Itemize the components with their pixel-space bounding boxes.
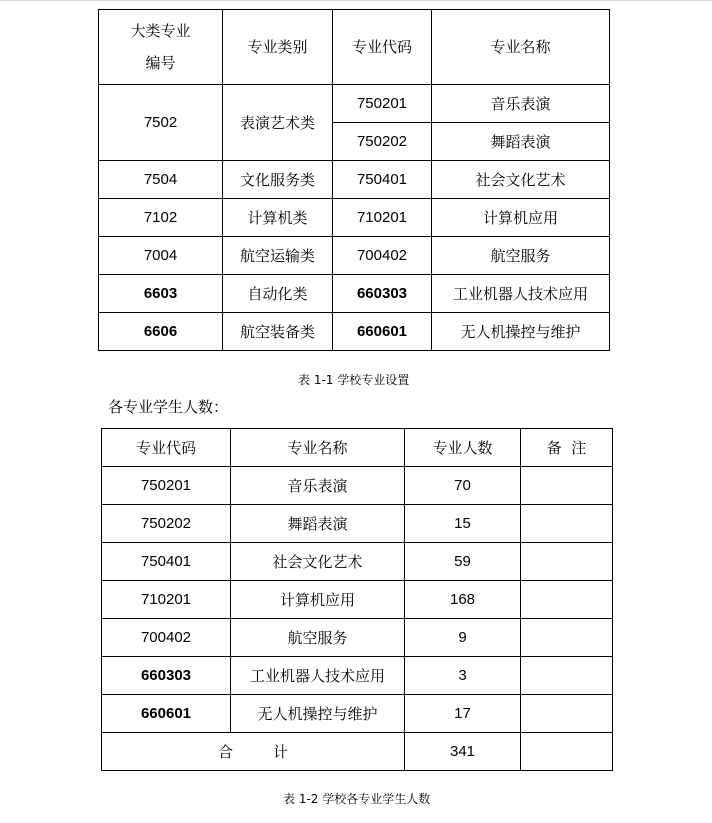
category-code-cell: 7004	[99, 237, 223, 275]
remark-cell	[521, 695, 613, 733]
category-type-cell: 航空运输类	[223, 237, 333, 275]
count-cell: 15	[405, 505, 521, 543]
table-row	[99, 199, 610, 237]
major-name-cell: 社会文化艺术	[231, 543, 405, 581]
total-label-he: 合	[217, 742, 233, 761]
total-label-ji: 计	[273, 742, 289, 761]
count-cell: 3	[405, 657, 521, 695]
header-major-name: 专业名称	[432, 10, 610, 85]
major-code-cell: 750201	[102, 467, 231, 505]
count-cell: 9	[405, 619, 521, 657]
major-code-cell: 710201	[102, 581, 231, 619]
major-name-cell: 无人机操控与维护	[432, 313, 610, 351]
count-cell: 17	[405, 695, 521, 733]
major-code-cell: 700402	[333, 237, 432, 275]
remark-cell	[521, 543, 613, 581]
remark-cell	[521, 505, 613, 543]
category-code-cell: 6603	[99, 275, 223, 313]
table-row	[99, 237, 610, 275]
major-code-cell: 660303	[102, 657, 231, 695]
major-settings-table	[98, 9, 610, 351]
table-row	[99, 275, 610, 313]
header-category-code	[99, 10, 223, 85]
count-cell: 70	[405, 467, 521, 505]
header-major-code: 专业代码	[102, 429, 231, 467]
student-count-table	[101, 428, 613, 771]
table1-caption: 表 1-1 学校专业设置	[298, 373, 410, 387]
total-row	[102, 733, 613, 771]
major-code-cell: 660303	[333, 275, 432, 313]
major-name-cell: 计算机应用	[432, 199, 610, 237]
table-row	[102, 543, 613, 581]
header-major-code: 专业代码	[333, 10, 432, 85]
table-row	[99, 313, 610, 351]
category-type-cell: 计算机类	[223, 199, 333, 237]
major-name-cell: 工业机器人技术应用	[432, 275, 610, 313]
major-name-cell: 工业机器人技术应用	[231, 657, 405, 695]
table-header-row	[99, 10, 610, 85]
total-value-cell: 341	[405, 733, 521, 771]
header-category-code-line1: 大类专业	[130, 22, 191, 40]
table-row	[102, 619, 613, 657]
major-name-cell: 航空服务	[231, 619, 405, 657]
header-remark: 备 注	[521, 429, 613, 467]
category-code-cell: 6606	[99, 313, 223, 351]
major-name-cell: 音乐表演	[432, 85, 610, 123]
category-type-cell: 航空装备类	[223, 313, 333, 351]
header-count: 专业人数	[405, 429, 521, 467]
count-cell: 59	[405, 543, 521, 581]
table-row	[99, 161, 610, 199]
major-code-cell: 750201	[333, 85, 432, 123]
category-code-cell: 7102	[99, 199, 223, 237]
header-category-code-line2: 编号	[145, 54, 176, 72]
header-major-name: 专业名称	[231, 429, 405, 467]
table-row	[102, 657, 613, 695]
table-header-row	[102, 429, 613, 467]
major-name-cell: 航空服务	[432, 237, 610, 275]
count-cell: 168	[405, 581, 521, 619]
remark-cell	[521, 619, 613, 657]
major-code-cell: 750401	[102, 543, 231, 581]
category-type-cell: 表演艺术类	[223, 85, 333, 161]
major-code-cell: 750202	[333, 123, 432, 161]
remark-cell	[521, 467, 613, 505]
page-top-border	[0, 0, 712, 1]
category-type-cell: 自动化类	[223, 275, 333, 313]
remark-cell	[521, 581, 613, 619]
table-row	[99, 85, 610, 123]
major-code-cell: 700402	[102, 619, 231, 657]
table-row	[102, 467, 613, 505]
category-type-cell: 文化服务类	[223, 161, 333, 199]
category-code-cell: 7504	[99, 161, 223, 199]
major-code-cell: 660601	[333, 313, 432, 351]
major-code-cell: 710201	[333, 199, 432, 237]
total-label-cell	[102, 733, 405, 771]
table-row	[102, 581, 613, 619]
header-category-type: 专业类别	[223, 10, 333, 85]
table-row	[102, 505, 613, 543]
major-name-cell: 社会文化艺术	[432, 161, 610, 199]
major-name-cell: 舞蹈表演	[231, 505, 405, 543]
table-row	[102, 695, 613, 733]
major-code-cell: 750202	[102, 505, 231, 543]
major-code-cell: 660601	[102, 695, 231, 733]
major-code-cell: 750401	[333, 161, 432, 199]
major-name-cell: 舞蹈表演	[432, 123, 610, 161]
table2-caption: 表 1-2 学校各专业学生人数	[283, 792, 431, 806]
student-count-subheading: 各专业学生人数：	[108, 398, 229, 416]
major-name-cell: 无人机操控与维护	[231, 695, 405, 733]
remark-cell	[521, 657, 613, 695]
remark-cell	[521, 733, 613, 771]
major-name-cell: 计算机应用	[231, 581, 405, 619]
category-code-cell: 7502	[99, 85, 223, 161]
major-name-cell: 音乐表演	[231, 467, 405, 505]
